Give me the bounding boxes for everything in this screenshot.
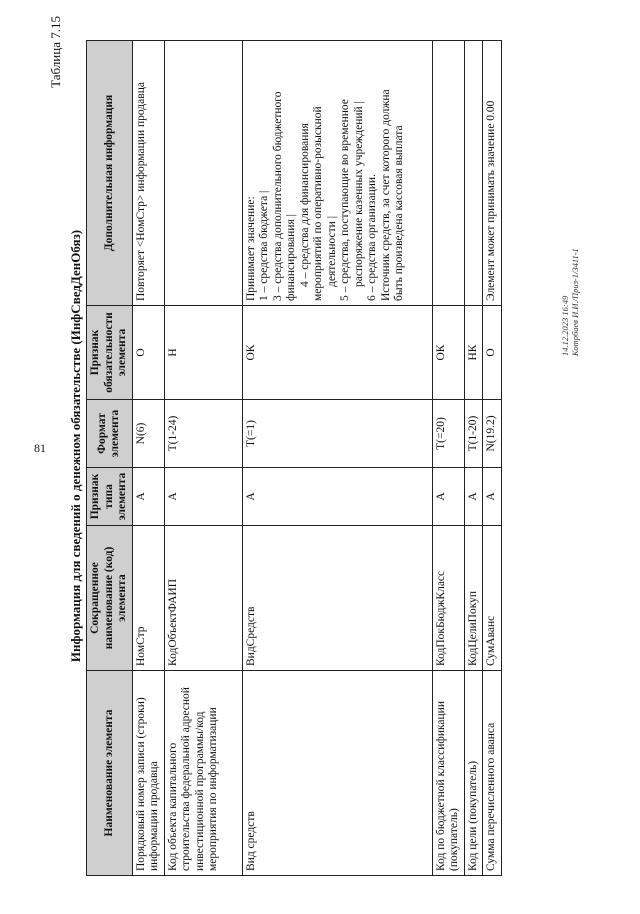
cell-type: А — [432, 468, 464, 526]
cell-code: СумАванс — [483, 526, 502, 671]
cell-code: КодЦелиПокуп — [464, 526, 483, 671]
page-number: 81 — [34, 441, 46, 455]
cell-required: НК — [464, 306, 483, 400]
cell-info — [242, 41, 432, 306]
cell-info — [164, 41, 242, 306]
cell-type: А — [242, 468, 432, 526]
cell-type: А — [132, 468, 164, 526]
info-line: мероприятий по оперативно-розыскной — [312, 106, 324, 301]
info-line: Повторяет <НомСтр> информации продавца — [134, 82, 147, 301]
cell-name: Сумма перечисленного аванса — [483, 671, 502, 876]
footer-timestamp: 14.12.2023 16:49 — [560, 295, 570, 356]
info-line: 1 – средства бюджета | — [258, 190, 270, 301]
cell-format: N(6) — [132, 400, 164, 468]
header-name: Наименование элемента — [87, 671, 133, 876]
info-line: финансирования | — [285, 214, 297, 301]
info-line: Источник средств, за счет которого должна — [379, 89, 392, 301]
header-code: Сокращенное наименование (код) элемента — [87, 526, 133, 671]
cell-format: T(=20) — [432, 400, 464, 468]
table-title: Информация для сведений о денежном обязательстве (ИнфСведДенОбяз) — [68, 229, 83, 663]
info-line: быть произведена кассовая выплата — [393, 125, 405, 301]
header-required: Признак обязательности элемента — [87, 306, 133, 400]
cell-format: T(=1) — [242, 400, 432, 468]
footer-stamp — [560, 248, 580, 356]
cell-required: О — [483, 306, 502, 400]
cell-type: А — [483, 468, 502, 526]
table-row — [432, 41, 464, 876]
cell-info — [483, 41, 502, 306]
cell-name: Вид средств — [242, 671, 432, 876]
info-line: Элемент может принимать значение 0.00 — [485, 100, 497, 301]
cell-format: T(1-24) — [164, 400, 242, 468]
cell-format: T(1-20) — [464, 400, 483, 468]
table-row — [164, 41, 242, 876]
table-tag: Таблица 7.15 — [48, 16, 63, 88]
info-line: 5 – средства, поступающие во временное — [339, 99, 351, 301]
cell-required: О — [132, 306, 164, 400]
header-info: Дополнительная информация — [87, 41, 133, 306]
table-row — [242, 41, 432, 876]
cell-code: КодПокБюджКласс — [432, 526, 464, 671]
cell-info — [464, 41, 483, 306]
cell-name: Код по бюджетной классификации (покупатель) — [432, 671, 464, 876]
header-type: Признак типа элемента — [87, 468, 133, 526]
cell-format: N(19.2) — [483, 400, 502, 468]
table-header-row — [87, 41, 133, 876]
cell-code: НомСтр — [132, 526, 164, 671]
cell-name: Код цели (покупатель) — [464, 671, 483, 876]
footer-signature: Котрбаев И.И./Приз-1/3411-1 — [570, 248, 580, 356]
cell-code: ВидСредств — [242, 526, 432, 671]
cell-type: А — [164, 468, 242, 526]
cell-name: Порядковый номер записи (строки) информации продавца — [132, 671, 164, 876]
cell-name: Код объекта капитального строительства федеральной адресной инвестиционной программы/код мероприятия по информатизации — [164, 671, 242, 876]
info-line: Принимает значение: — [244, 196, 257, 301]
cell-code: КодОбъектФАИП — [164, 526, 242, 671]
cell-info — [432, 41, 464, 306]
table-row — [483, 41, 502, 876]
header-format: Формат элемента — [87, 400, 133, 468]
info-line: 6 – средства организации. — [366, 174, 378, 301]
cell-required: Н — [164, 306, 242, 400]
info-line: 3 – средства дополнительного бюджетного — [271, 91, 284, 301]
cell-info — [132, 41, 164, 306]
info-line: 4 – средства для финансирования — [298, 123, 311, 287]
cell-required: ОК — [242, 306, 432, 400]
rotated-page-content — [48, 16, 608, 876]
table-row — [132, 41, 164, 876]
cell-required: ОК — [432, 306, 464, 400]
cell-type: А — [464, 468, 483, 526]
table-row — [464, 41, 483, 876]
data-table — [86, 40, 502, 876]
info-line: деятельности | — [325, 215, 338, 287]
info-line: распоряжение казенных учреждений | — [352, 101, 365, 287]
